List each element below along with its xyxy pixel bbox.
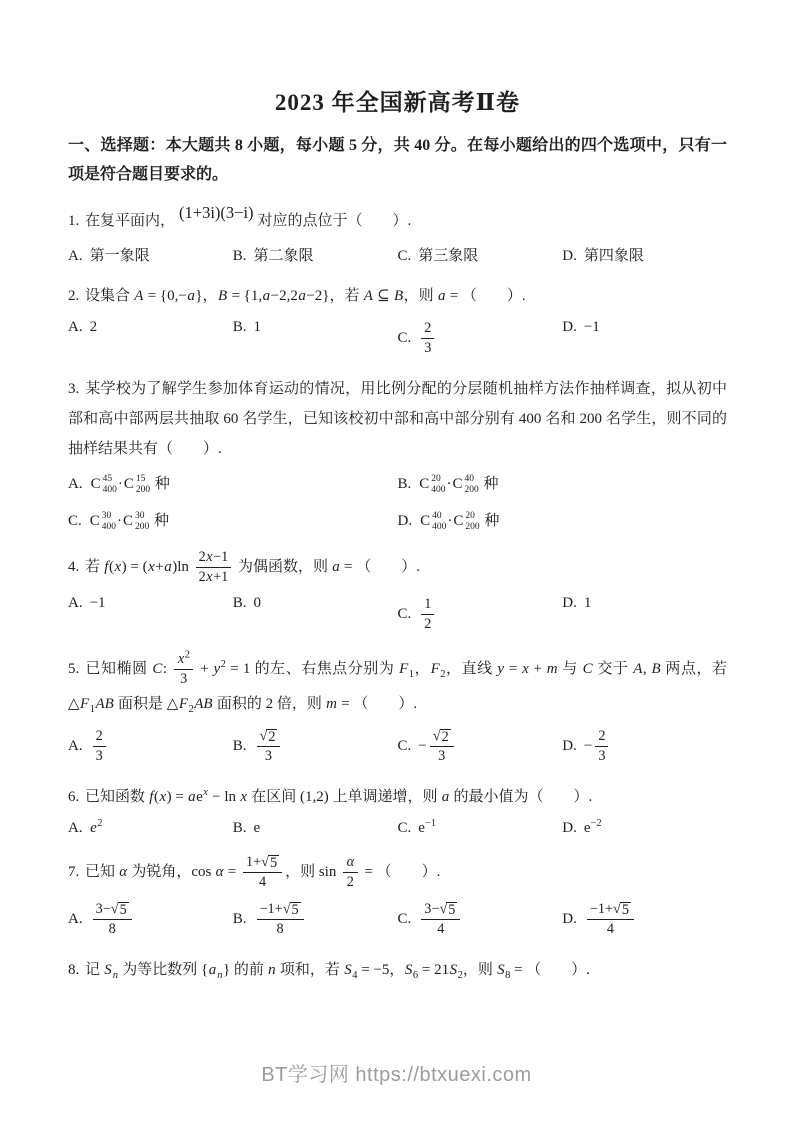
fraction: $\frac{x^2}{3}$	[174, 650, 193, 689]
option-D: D. 1	[562, 595, 592, 611]
combination-symbol: C 30 400	[89, 511, 117, 532]
fraction: $\frac{\alpha}{2}$	[343, 853, 357, 892]
radical: √ 5	[282, 901, 299, 918]
option-label: B.	[232, 595, 247, 611]
inline-formula: (1+3i)(3−i)	[179, 203, 254, 222]
option-A: A. C 45 400 · C 15 200 种	[68, 474, 170, 495]
question-number: 4.	[68, 558, 83, 575]
question-stem: 7. 已知 α 为锐角，cos α = 1+ √ 5 4 ，则 sin $\frac{\alpha}{2}$ = （ ）.	[68, 854, 441, 890]
combination-symbol: C 30 200	[123, 511, 150, 532]
question-4	[68, 548, 727, 634]
question-1	[68, 205, 727, 265]
combination-symbol: C 15 200	[123, 474, 151, 495]
option-A: A. −1	[68, 595, 106, 611]
option-label: B.	[232, 820, 247, 836]
fraction: 3− √ 5 8	[93, 900, 132, 939]
question-8	[68, 955, 727, 985]
section-heading: 一、选择题：本大题共 8 小题，每小题 5 分，共 40 分。在每小题给出的四个选项中，只有一项是符合题目要求的。	[68, 137, 727, 183]
option-label: A.	[68, 319, 83, 335]
fraction: 1+ √ 5 4	[243, 853, 282, 892]
question-7	[68, 853, 727, 939]
question-3	[68, 374, 727, 532]
fraction: 3− √ 5 4	[421, 900, 460, 939]
fraction: $\frac{2x-1}{2x+1}$	[196, 548, 232, 587]
option-C	[398, 900, 563, 939]
radical: √ 2	[432, 728, 449, 745]
option-D: D. $e^{-2}$	[562, 818, 602, 836]
option-label: C.	[397, 820, 412, 836]
combination-symbol: C 40 400	[420, 511, 447, 532]
option-B	[233, 727, 398, 766]
option-A: A. 2	[68, 319, 98, 335]
option-label: D.	[562, 910, 577, 927]
option-label: D.	[562, 595, 577, 611]
combination-symbol: C 20 400	[419, 474, 446, 495]
option-C	[398, 319, 563, 358]
option-B: B. 第二象限	[232, 248, 314, 264]
option-D: D. 第四象限	[562, 248, 644, 264]
option-A: A. $e^2$	[68, 818, 103, 836]
radical: √ 5	[439, 901, 456, 918]
question-stem: 3. 某学校为了解学生参加体育运动的情况，用比例分配的分层随机抽样方法作抽样调查，拟从初中部和高中部两层共抽取 60 名学生，已知该校初中部和高中部分别有 400 名和 200 名学生，则不同的抽样结果共有（ ）.	[68, 381, 728, 457]
option-label: A.	[68, 595, 83, 611]
watermark-text: BT学习网 https://btxuexi.com	[261, 1064, 532, 1086]
option-C: C. C 30 400 · C 30 200 种	[68, 511, 170, 532]
option-label: D.	[562, 737, 577, 754]
option-D: D. C 40 400 · C 20 200 种	[397, 511, 500, 532]
questions-list	[68, 205, 727, 985]
question-number: 1.	[68, 213, 83, 229]
options-row	[68, 727, 727, 766]
options-row	[68, 820, 727, 837]
question-stem: 6. 已知函数 $f(x) = ae^x - \ln x$ 在区间 (1,2) 上单调递增，则 a 的最小值为（ ）.	[68, 787, 593, 805]
option-label: B.	[397, 476, 412, 492]
option-label: D.	[562, 248, 577, 264]
option-label: A.	[68, 820, 83, 836]
option-B: B. e	[232, 820, 261, 836]
option-label: C.	[397, 329, 412, 346]
option-C	[398, 595, 563, 634]
option-label: C.	[397, 248, 412, 264]
option-B	[233, 900, 398, 939]
option-label: B.	[232, 737, 247, 754]
option-label: B.	[232, 910, 247, 927]
fraction: $\frac{2}{3}$	[93, 727, 106, 766]
question-2	[68, 281, 727, 358]
option-B: B. 0	[232, 595, 262, 611]
combination-symbol: C 40 200	[452, 474, 479, 495]
option-label: A.	[68, 737, 83, 754]
question-stem: 4. 若 f(x) = (x+a)ln $\frac{2x-1}{2x+1}$ 为偶函数，则 a = （ ）.	[68, 549, 420, 585]
option-C: C. 第三象限	[397, 248, 479, 264]
question-5	[68, 650, 727, 766]
option-A	[68, 900, 233, 939]
fraction: −1+ √ 5 8	[257, 900, 304, 939]
option-D: D. − $\frac{2}{3}$	[562, 727, 727, 766]
question-stem: 8. 记 $S_n$ 为等比数列 $\{a_n\}$ 的前 n 项和，若 $S_4 = -5$，$S_6 = 21S_2$，则 $S_8$ = （ ）.	[68, 962, 591, 981]
option-label: D.	[562, 319, 577, 335]
option-label: B.	[232, 248, 247, 264]
radical: √ 5	[613, 901, 629, 918]
fraction: −1+ √ 5 4	[587, 900, 634, 939]
option-label: C.	[397, 910, 412, 927]
question-number: 2.	[68, 288, 83, 304]
page-title: 2023 年全国新高考Ⅱ卷	[274, 90, 521, 115]
fraction: $\frac{1}{2}$	[421, 595, 434, 634]
option-C: C. $e^{-1}$	[397, 818, 437, 836]
combination-symbol: C 20 200	[453, 511, 480, 532]
question-6	[68, 782, 727, 837]
radical: √ 5	[261, 854, 278, 871]
option-C: C. − √ 2 3	[398, 727, 563, 766]
question-number: 3.	[68, 381, 84, 397]
option-label: D.	[562, 820, 577, 836]
question-stem: 1. 在复平面内， (1+3i)(3−i) 对应的点位于（ ）.	[68, 205, 727, 236]
options-row	[68, 900, 727, 939]
option-D	[562, 900, 727, 939]
question-number: 7.	[68, 863, 83, 880]
option-D: D. −1	[562, 319, 600, 335]
question-number: 5.	[68, 660, 84, 677]
option-B: B. 1	[232, 319, 262, 335]
option-label: C.	[397, 737, 412, 754]
option-A	[68, 727, 233, 766]
fraction: $\frac{2}{3}$	[595, 727, 608, 766]
option-label: B.	[232, 319, 247, 335]
option-label: D.	[397, 513, 413, 529]
question-number: 6.	[68, 789, 83, 805]
options-row	[68, 244, 727, 265]
radical: √ 2	[259, 728, 276, 745]
fraction: √ 2 3	[257, 727, 281, 766]
options-row	[68, 595, 727, 634]
option-label: A.	[68, 248, 83, 264]
question-number: 8.	[68, 962, 83, 978]
option-label: A.	[68, 476, 83, 492]
options-row	[68, 319, 727, 358]
radical: √ 5	[110, 901, 127, 918]
option-B: B. C 20 400 · C 40 200 种	[397, 474, 499, 495]
fraction: √ 2 3	[430, 727, 454, 766]
fraction: $\frac{2}{3}$	[421, 319, 434, 358]
option-A: A. 第一象限	[68, 248, 150, 264]
question-stem: 5. 已知椭圆 C: $\frac{x^2}{3}$ + $y^2 = 1$ 的左、右焦点分别为 $F_1$，$F_2$，直线 y = x + m 与 C 交于 A, B 两点，若 $\triangle F_1AB$ 面积是 $\triangle F_2AB$ 面积的 2 倍，则 m = （ ）.	[68, 649, 727, 715]
options-row	[68, 472, 727, 532]
option-label: C.	[397, 605, 412, 622]
option-label: C.	[68, 513, 82, 529]
combination-symbol: C 45 400	[90, 474, 117, 495]
option-label: A.	[68, 910, 83, 927]
question-stem: 2. 设集合 A = {0,−a}，B = {1,a−2,2a−2}，若 A ⊆ B，则 a = （ ）.	[68, 288, 526, 304]
